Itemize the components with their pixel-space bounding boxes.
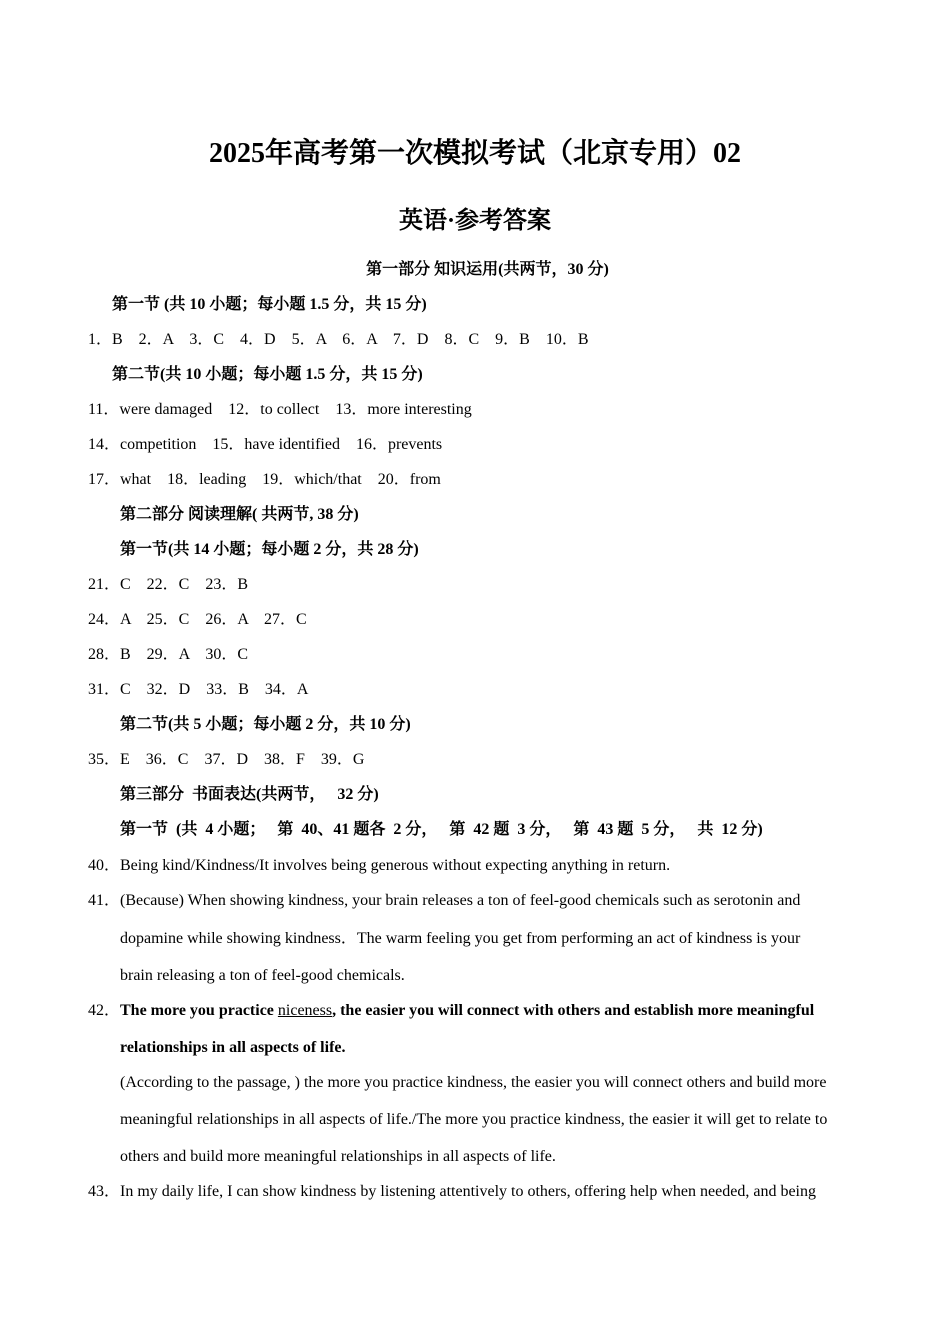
- part3-heading: 第三部分 书面表达(共两节， 32 分): [120, 786, 379, 803]
- answer-line: 17．what 18．leading 19．which/that 20．from: [88, 471, 441, 488]
- bold-text: , the easier you will connect with others and establish more meaningful: [332, 1002, 815, 1019]
- answer-line: 14．competition 15．have identified 16．prevents: [88, 436, 443, 453]
- part1-heading: 第一部分 知识运用(共两节，30 分): [366, 261, 609, 278]
- answer-text: Being kind/Kindness/It involves being generous without expecting anything in return.: [120, 857, 671, 874]
- question-number: 40．: [88, 857, 121, 874]
- answer-line: 11．were damaged 12．to collect 13．more interesting: [88, 401, 472, 418]
- part1-section1-heading: 第一节 (共 10 小题；每小题 1.5 分，共 15 分): [112, 296, 427, 313]
- answer-bold-line: [120, 1001, 814, 1021]
- document-title: 2025年高考第一次模拟考试（北京专用）02: [208, 138, 741, 169]
- question-number: 42．: [88, 1002, 121, 1019]
- answer-text: meaningful relationships in all aspects of life./The more you practice kindness, the easier it will get to relate to: [120, 1111, 828, 1128]
- part1-section1-answers: 1．B 2．A 3．C 4．D 5．A 6．A 7．D 8．C 9．B 10．B: [88, 331, 589, 348]
- part2-section1-heading: 第一节(共 14 小题；每小题 2 分，共 28 分): [120, 541, 419, 558]
- question-number: 43．: [88, 1183, 121, 1200]
- question-number: 41．: [88, 892, 121, 909]
- answer-text: others and build more meaningful relationships in all aspects of life.: [120, 1148, 556, 1165]
- document-subtitle: 英语·参考答案: [398, 208, 551, 234]
- answer-text: (According to the passage, ) the more you practice kindness, the easier you will connect others and build more: [120, 1074, 827, 1091]
- answer-line: 31．C 32．D 33．B 34．A: [88, 681, 309, 698]
- answer-text: (Because) When showing kindness, your brain releases a ton of feel-good chemicals such as serotonin and: [120, 892, 801, 909]
- answer-text: In my daily life, I can show kindness by listening attentively to others, offering help when needed, and being: [120, 1183, 816, 1200]
- part2-section2-answers: 35．E 36．C 37．D 38．F 39．G: [88, 751, 365, 768]
- part2-section2-heading: 第二节(共 5 小题；每小题 2 分，共 10 分): [120, 716, 411, 733]
- part3-section1-heading: 第一节 (共 4 小题； 第 40、41 题各 2 分， 第 42 题 3 分， 第 43 题 5 分， 共 12 分): [120, 821, 763, 838]
- answer-bold-line: relationships in all aspects of life.: [120, 1039, 346, 1056]
- answer-text: brain releasing a ton of feel-good chemicals.: [120, 967, 405, 984]
- underlined-word: niceness: [277, 1002, 333, 1019]
- part1-section2-heading: 第二节(共 10 小题；每小题 1.5 分，共 15 分): [112, 366, 423, 383]
- answer-text: dopamine while showing kindness．The warm feeling you get from performing an act of kindness is your: [120, 930, 801, 947]
- answer-line: 24．A 25．C 26．A 27．C: [88, 611, 307, 628]
- answer-line: 21．C 22．C 23．B: [88, 576, 249, 593]
- answer-line: 28．B 29．A 30．C: [88, 646, 249, 663]
- part2-heading: 第二部分 阅读理解( 共两节, 38 分): [120, 506, 359, 523]
- bold-text: The more you practice: [120, 1002, 278, 1019]
